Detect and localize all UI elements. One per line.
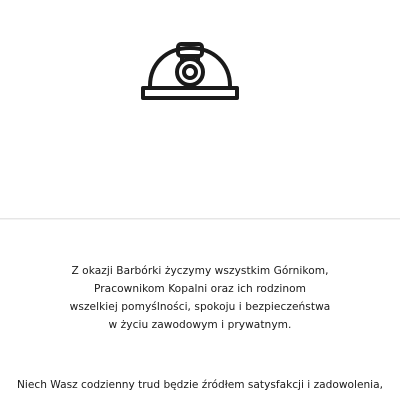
greeting-line: Z okazji Barbórki życzymy wszystkim Górnikom, (71, 265, 329, 277)
miner-helmet-icon (140, 38, 240, 104)
greeting-text-block (0, 262, 400, 334)
card-fold-shadow (0, 219, 400, 220)
greeting-line: w życiu zawodowym i prywatnym. (108, 319, 292, 331)
greeting-line: Pracownikom Kopalni oraz ich rodzinom (94, 283, 306, 295)
wish-line: Niech Wasz codzienny trud będzie źródłem satysfakcji i zadowolenia, (16, 379, 383, 391)
greeting-line: wszelkiej pomyślności, spokoju i bezpieczeństwa (69, 301, 331, 313)
